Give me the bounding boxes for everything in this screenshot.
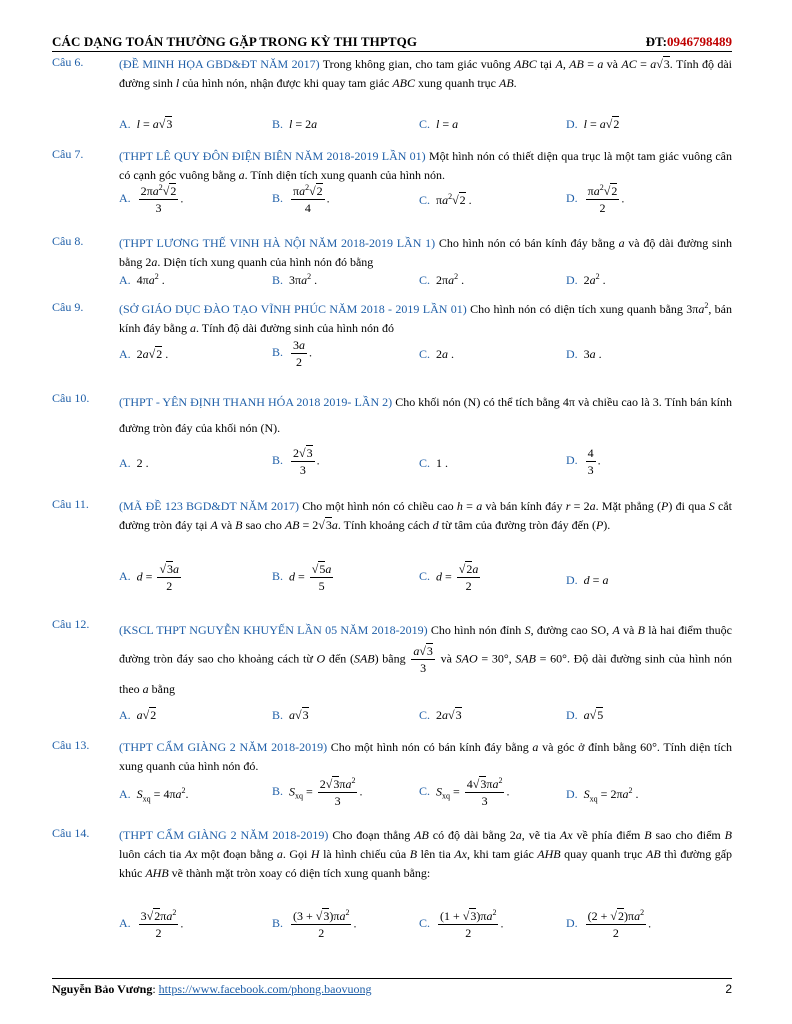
option-b[interactable]: B. $3\pi a^2$ . [272,272,318,287]
question-14 [52,826,732,956]
option-d[interactable]: D. l = a√2 [566,117,620,131]
option-c[interactable]: C. $S_{xq}$ = $\frac{4√3\pi a^2}{3}$ . [419,776,510,808]
option-a[interactable]: A. a√2 [119,708,157,722]
question-label: Câu 7. [52,147,84,161]
option-d[interactable]: D. 3a . [566,347,602,361]
option-b[interactable]: B. $S_{xq}$ = $\frac{2√3\pi a^2}{3}$ . [272,776,363,808]
option-d[interactable]: D. $S_{xq} = 2\pi a^2$ . [566,786,639,804]
question-text: (MÃ ĐỀ 123 BGD&DT NĂM 2017) Cho một hình nón có chiều cao h = a và bán kính đáy r = 2a. Mặt phẳng (P) đi qua S cắt đường tròn đáy tại A và B sao cho AB = 2√3a. Tính khoảng cách d từ tâm của đường tròn đáy đến (P). [119,499,733,532]
option-a[interactable]: A. 2 . [119,456,149,470]
option-c[interactable]: C. 2a . [419,347,455,361]
option-b[interactable]: B. d = $\frac{√5a}{5}$ [272,562,332,593]
option-d[interactable]: D. $\frac{4}{3}$ . [566,446,601,477]
question-text: (THPT LƯƠNG THẾ VINH HÀ NỘI NĂM 2018-2019 LẦN 1) Cho hình nón có bán kính đáy bằng a và độ dài đường sinh bằng 2a. Diện tích xung quanh của hình nón đó bằng [119,236,732,269]
question-label: Câu 10. [52,391,90,405]
option-b[interactable]: B. $\frac{(3 + √3)\pi a^2}{2}$ . [272,908,357,940]
question-8 [52,234,732,294]
option-c[interactable]: C. $\frac{(1 + √3)\pi a^2}{2}$ . [419,908,504,940]
question-12 [52,617,732,727]
option-a[interactable]: A. $S_{xq} = 4\pi a^2$. [119,786,189,804]
option-c[interactable]: C. d = $\frac{√2a}{2}$ [419,562,479,593]
question-text: (ĐỀ MINH HỌA GBD&ĐT NĂM 2017) Trong không gian, cho tam giác vuông ABC tại A, AB = a và AC = a√3. Tính độ dài đường sinh l của hình nón, nhận được khi quay tam giác ABC xung quanh trục AB. [119,57,732,90]
option-d[interactable]: D. $\frac{\pi a^2√2}{2}$ . [566,183,625,215]
question-label: Câu 14. [52,826,90,840]
header-title: CÁC DẠNG TOÁN THƯỜNG GẶP TRONG KỲ THI THPTQG [52,34,418,49]
option-a[interactable]: A. $\frac{2\pi a^2√2}{3}$ . [119,183,184,215]
page-footer: Nguyễn Bảo Vương: https://www.facebook.com/phong.baovuong 2 [52,978,732,997]
question-label: Câu 11. [52,497,89,511]
option-c[interactable]: C. $\pi a^2√2$ . [419,192,472,207]
option-d[interactable]: D. a√5 [566,708,604,722]
question-13 [52,738,732,818]
option-a[interactable]: A. 2a√2 . [119,347,169,361]
question-text: (KSCL THPT NGUYỄN KHUYẾN LẦN 05 NĂM 2018-2019) Cho hình nón đỉnh S, đường cao SO, A và B là hai điểm thuộc đường tròn đáy sao cho khoảng cách từ O đến (SAB) bằng $\frac{a√3}{3}$ và SAO = 30°, SAB = 60°. Độ dài đường sinh của hình nón theo a bằng [119,623,733,696]
option-c[interactable]: C. 1 . [419,456,449,470]
option-d[interactable]: D. d = a [566,573,609,587]
option-d[interactable]: D. $\frac{(2 + √2)\pi a^2}{2}$ . [566,908,652,940]
question-6 [52,55,732,140]
option-c[interactable]: C. $2\pi a^2$ . [419,272,465,287]
question-7 [52,147,732,227]
page-header [52,32,732,52]
option-b[interactable]: B. a√3 [272,708,309,722]
question-text: (SỞ GIÁO DỤC ĐÀO TẠO VĨNH PHÚC NĂM 2018 - 2019 LẦN 01) Cho hình nón có diện tích xung quanh bằng $3\pi a^2$, bán kính đáy bằng a. Tính độ dài đường sinh của hình nón đó [119,301,733,335]
header-rule [52,51,732,52]
question-label: Câu 6. [52,55,84,69]
option-b[interactable]: B. $\frac{\pi a^2√2}{4}$ . [272,183,330,215]
option-a[interactable]: A. $4\pi a^2$ . [119,272,165,287]
option-a[interactable]: A. l = a√3 [119,117,173,131]
page-number: 2 [725,982,732,996]
option-d[interactable]: D. $2a^2$ . [566,272,606,287]
option-b[interactable]: B. $\frac{2√3}{3}$ . [272,446,320,477]
author-name: Nguyễn Bảo Vương [52,982,153,996]
option-b[interactable]: B. l = 2a [272,117,318,131]
question-11 [52,497,732,607]
option-c[interactable]: C. 2a√3 [419,708,462,722]
option-a[interactable]: A. d = $\frac{√3a}{2}$ [119,562,180,593]
option-c[interactable]: C. l = a [419,117,459,131]
question-text: (THPT LÊ QUY ĐÔN ĐIỆN BIÊN NĂM 2018-2019 LẦN 01) Một hình nón có thiết diện qua trục là một tam giác vuông cân có cạnh góc vuông bằng a. Tính diện tích xung quanh của hình nón. [119,149,732,182]
question-label: Câu 8. [52,234,84,248]
option-a[interactable]: A. $\frac{3√2\pi a^2}{2}$ . [119,908,184,940]
header-phone: ĐT:0946798489 [645,34,732,49]
facebook-link[interactable]: https://www.facebook.com/phong.baovuong [158,982,372,996]
question-text: (THPT - YÊN ĐỊNH THANH HÓA 2018 2019- LẦN 2) Cho khối nón (N) có thể tích bằng 4π và chiều cao là 3. Tính bán kính đường tròn đáy của khối nón (N). [119,395,732,435]
question-9 [52,300,732,380]
option-b[interactable]: B. $\frac{3a}{2}$ . [272,338,313,369]
question-label: Câu 13. [52,738,90,752]
question-label: Câu 9. [52,300,84,314]
question-text: (THPT CẨM GIÀNG 2 NĂM 2018-2019) Cho đoạn thẳng AB có độ dài bằng 2a, vẽ tia Ax về phía điểm B sao cho điểm B luôn cách tia Ax một đoạn bằng a. Gọi H là hình chiếu của B lên tia Ax, khi tam giác AHB quay quanh trục AB thì đường gấp khúc AHB vẽ thành mặt tròn xoay có diện tích xung quanh bằng: [119,828,733,880]
question-label: Câu 12. [52,617,90,631]
question-text: (THPT CẨM GIÀNG 2 NĂM 2018-2019) Cho một hình nón có bán kính đáy bằng a và góc ở đỉnh bằng 60°. Tính diện tích xung quanh của hình nón đó. [119,740,732,773]
question-10 [52,389,732,484]
